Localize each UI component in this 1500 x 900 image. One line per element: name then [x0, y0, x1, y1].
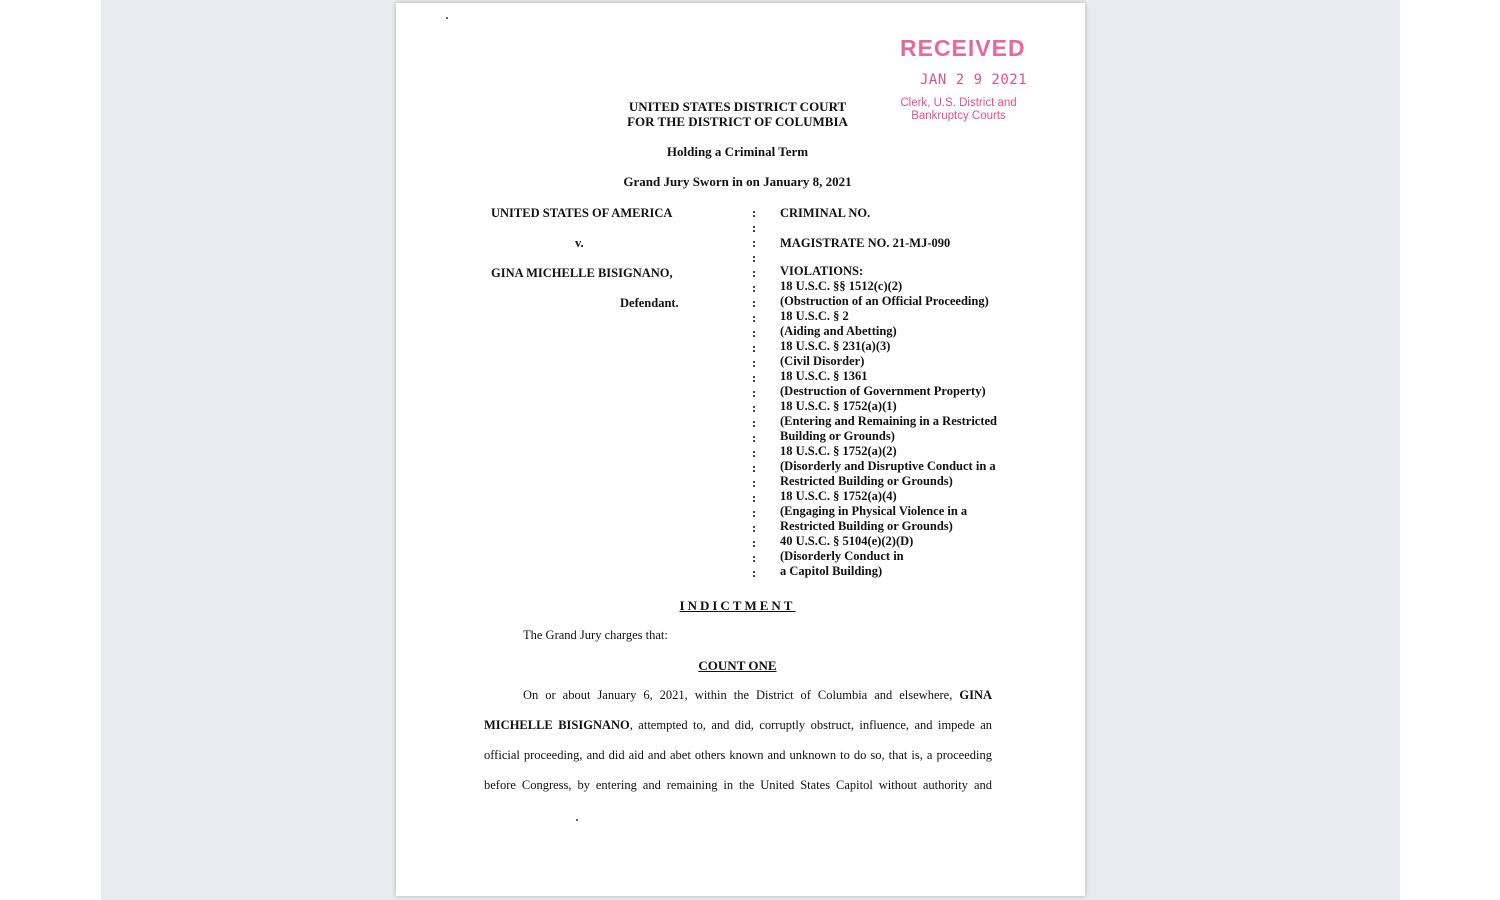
- court-line-2: FOR THE DISTRICT OF COLUMBIA: [627, 114, 848, 129]
- court-line-1: UNITED STATES DISTRICT COURT: [628, 99, 847, 114]
- stamp-title: RECEIVED: [900, 35, 1026, 61]
- violation-line: 18 U.S.C. § 1752(a)(2): [780, 444, 897, 458]
- caption-colon-column: : : : : : : : : : : : : : : : : : : : : : : : : :: [752, 206, 757, 580]
- violation-line: Restricted Building or Grounds): [780, 474, 953, 488]
- versus-label: v.: [575, 236, 584, 250]
- indictment-title: INDICTMENT: [679, 598, 796, 613]
- defendant-last-name: MICHELLE BISIGNANO: [484, 718, 630, 732]
- violation-line: (Disorderly and Disruptive Conduct in a: [780, 459, 996, 473]
- violation-line: 40 U.S.C. § 5104(e)(2)(D): [780, 534, 914, 548]
- violation-line: Building or Grounds): [780, 429, 895, 443]
- violation-line: (Disorderly Conduct in: [780, 549, 904, 563]
- indictment-intro: The Grand Jury charges that:: [523, 628, 668, 642]
- violation-line: (Obstruction of an Official Proceeding): [780, 294, 989, 308]
- scan-speck: [446, 17, 448, 19]
- magistrate-number: MAGISTRATE NO. 21-MJ-090: [780, 236, 951, 250]
- defendant-first-name: GINA: [959, 688, 993, 702]
- violation-line: 18 U.S.C. § 231(a)(3): [780, 339, 891, 353]
- count-line1-text: On or about January 6, 2021, within the District of Columbia and elsewhere,: [523, 688, 953, 702]
- plaintiff-name: UNITED STATES OF AMERICA: [491, 206, 673, 220]
- stamp-clerk: [876, 97, 1041, 122]
- count-line2-text: , attempted to, and did, corruptly obstruct, influence, and impede an: [629, 718, 992, 732]
- count-paragraph-line-4: before Congress, by entering and remaining in the United States Capitol without authority and: [484, 778, 992, 792]
- term-heading: Holding a Criminal Term: [666, 144, 809, 159]
- scan-speck: [576, 819, 578, 821]
- count-paragraph-line-2: [484, 718, 992, 733]
- violation-line: 18 U.S.C. § 2: [780, 309, 849, 323]
- violation-line: (Civil Disorder): [780, 354, 865, 368]
- count-paragraph-line-3: official proceeding, and did aid and abet others known and unknown to do so, that is, a proceeding: [484, 748, 992, 762]
- violation-line: 18 U.S.C. § 1361: [780, 369, 868, 383]
- violation-line: 18 U.S.C. § 1752(a)(4): [780, 489, 897, 503]
- document-page: [396, 3, 1085, 896]
- violation-line: (Entering and Remaining in a Restricted: [780, 414, 998, 428]
- defendant-label: Defendant.: [620, 296, 679, 310]
- violation-line: (Engaging in Physical Violence in a: [780, 504, 968, 518]
- violations-list: [780, 264, 997, 579]
- stamp-clerk-line1: Clerk, U.S. District and: [900, 97, 1017, 109]
- violation-line: (Destruction of Government Property): [780, 384, 986, 398]
- violations-label: VIOLATIONS:: [780, 264, 864, 278]
- violation-line: Restricted Building or Grounds): [780, 519, 953, 533]
- grand-jury-heading: Grand Jury Sworn in on January 8, 2021: [623, 174, 852, 189]
- violation-line: (Aiding and Abetting): [780, 324, 897, 338]
- criminal-number: CRIMINAL NO.: [780, 206, 871, 220]
- violation-line: 18 U.S.C. § 1752(a)(1): [780, 399, 897, 413]
- count-paragraph-line-1: [523, 688, 992, 703]
- defendant-name: GINA MICHELLE BISIGNANO,: [491, 266, 673, 280]
- count-title: COUNT ONE: [698, 658, 777, 673]
- stamp-clerk-line2: Bankruptcy Courts: [911, 109, 1006, 122]
- violation-line: 18 U.S.C. §§ 1512(c)(2): [780, 279, 903, 293]
- stamp-date: JAN 2 9 2021: [920, 72, 1028, 88]
- violation-line: a Capitol Building): [780, 564, 883, 578]
- court-heading: [586, 99, 889, 129]
